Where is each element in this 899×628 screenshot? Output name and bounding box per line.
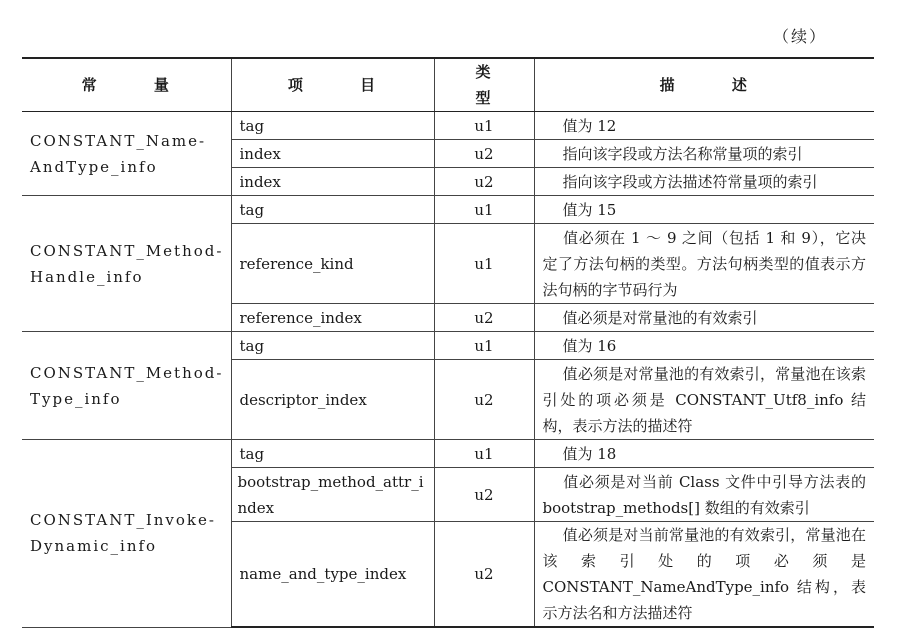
item-cell: tag — [231, 196, 434, 224]
item-cell: bootstrap_method_attr_index — [231, 468, 434, 522]
type-cell: u1 — [434, 332, 534, 360]
item-cell: tag — [231, 332, 434, 360]
item-cell: tag — [231, 112, 434, 140]
constant-name: CONSTANT_Method-Type_info — [22, 332, 231, 440]
table-row — [22, 112, 874, 140]
desc-cell: 值必须是对常量池的有效索引，常量池在该索引处的项必须是 CONSTANT_Utf8_info 结构，表示方法的描述符 — [534, 360, 874, 440]
type-cell: u2 — [434, 168, 534, 196]
header-item: 项 目 — [231, 58, 434, 112]
desc-cell: 指向该字段或方法描述符常量项的索引 — [534, 168, 874, 196]
type-cell: u1 — [434, 224, 534, 304]
type-cell: u2 — [434, 304, 534, 332]
type-cell: u1 — [434, 440, 534, 468]
item-cell: reference_kind — [231, 224, 434, 304]
constant-name: CONSTANT_Name-AndType_info — [22, 112, 231, 196]
item-cell: tag — [231, 440, 434, 468]
constant-name: CONSTANT_Method-Handle_info — [22, 196, 231, 332]
desc-cell: 值为 16 — [534, 332, 874, 360]
desc-cell: 值为 12 — [534, 112, 874, 140]
desc-cell: 值必须是对当前 Class 文件中引导方法表的 bootstrap_methods[] 数组的有效索引 — [534, 468, 874, 522]
header-desc: 描 述 — [534, 58, 874, 112]
type-cell: u2 — [434, 140, 534, 168]
header-constant: 常 量 — [22, 58, 231, 112]
type-cell: u2 — [434, 522, 534, 628]
desc-cell: 值必须是对常量池的有效索引 — [534, 304, 874, 332]
desc-cell: 值必须在 1 ～ 9 之间（包括 1 和 9），它决定了方法句柄的类型。方法句柄类型的值表示方法句柄的字节码行为 — [534, 224, 874, 304]
table-row — [22, 440, 874, 468]
constant-name: CONSTANT_Invoke-Dynamic_info — [22, 440, 231, 628]
header-type: 类 型 — [434, 58, 534, 112]
item-cell: name_and_type_index — [231, 522, 434, 628]
desc-cell: 值为 18 — [534, 440, 874, 468]
type-cell: u1 — [434, 112, 534, 140]
table-header-row — [22, 58, 874, 112]
type-cell: u1 — [434, 196, 534, 224]
desc-cell: 值必须是对当前常量池的有效索引，常量池在该索引处的项必须是 CONSTANT_NameAndType_info 结构，表示方法名和方法描述符 — [534, 522, 874, 628]
item-cell: index — [231, 140, 434, 168]
continued-label: （续） — [772, 27, 827, 46]
table-row — [22, 332, 874, 360]
type-cell: u2 — [434, 468, 534, 522]
item-cell: index — [231, 168, 434, 196]
desc-cell: 值为 15 — [534, 196, 874, 224]
table-row — [22, 196, 874, 224]
type-cell: u2 — [434, 360, 534, 440]
constant-pool-table — [22, 57, 874, 628]
item-cell: descriptor_index — [231, 360, 434, 440]
item-cell: reference_index — [231, 304, 434, 332]
desc-cell: 指向该字段或方法名称常量项的索引 — [534, 140, 874, 168]
